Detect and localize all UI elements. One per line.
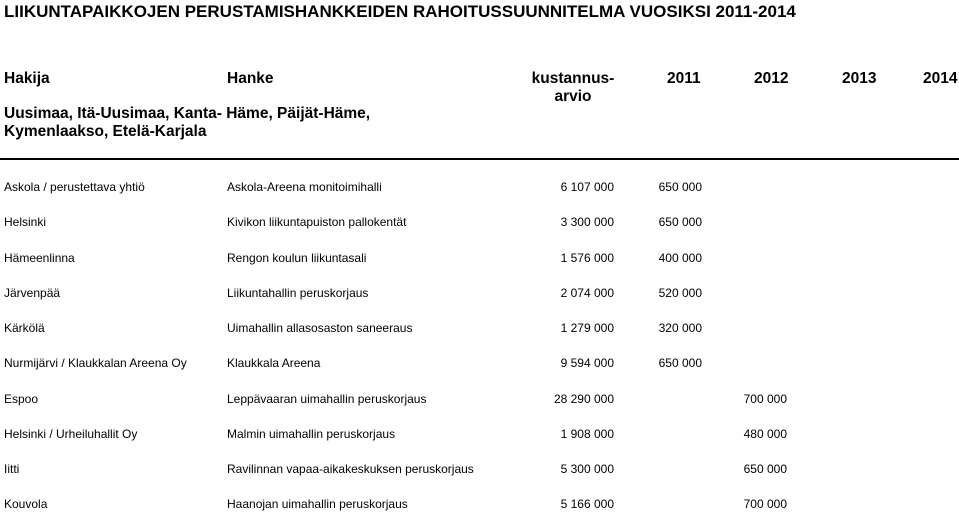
cell-hanke: Rengon koulun liikuntasali bbox=[227, 251, 367, 265]
column-header-hakija: Hakija bbox=[4, 70, 50, 87]
cell-kustannusarvio: 1 908 000 bbox=[560, 427, 614, 441]
cell-kustannusarvio: 9 594 000 bbox=[560, 356, 614, 370]
cell-hanke: Klaukkala Areena bbox=[227, 356, 321, 370]
cell-2011: 650 000 bbox=[658, 180, 702, 194]
cell-hakija: Hämeenlinna bbox=[4, 251, 75, 265]
cell-2011: 400 000 bbox=[658, 251, 702, 265]
cell-hanke: Liikuntahallin peruskorjaus bbox=[227, 286, 369, 300]
cell-hakija: Järvenpää bbox=[4, 286, 61, 300]
column-header-year-2013: 2013 bbox=[842, 70, 877, 87]
cell-2012: 480 000 bbox=[743, 427, 787, 441]
cell-kustannusarvio: 5 166 000 bbox=[560, 497, 614, 511]
cell-hakija: Helsinki / Urheiluhallit Oy bbox=[4, 427, 138, 441]
cell-kustannusarvio: 28 290 000 bbox=[553, 392, 614, 406]
table-row bbox=[0, 354, 959, 372]
column-header-hanke: Hanke bbox=[227, 70, 274, 87]
column-header-year-2014: 2014 bbox=[923, 70, 958, 87]
cell-hanke: Askola-Areena monitoimihalli bbox=[227, 180, 382, 194]
table-row bbox=[0, 495, 959, 513]
cell-2011: 650 000 bbox=[658, 356, 702, 370]
column-header-year-2011: 2011 bbox=[667, 70, 701, 87]
cell-hanke: Malmin uimahallin peruskorjaus bbox=[227, 427, 396, 441]
cell-hanke: Ravilinnan vapaa-aikakeskuksen peruskorjaus bbox=[227, 462, 474, 476]
cell-kustannusarvio: 6 107 000 bbox=[560, 180, 614, 194]
cell-hakija: Iitti bbox=[4, 462, 20, 476]
table-row bbox=[0, 178, 959, 196]
cell-2011: 320 000 bbox=[658, 321, 702, 335]
header-divider bbox=[0, 158, 959, 160]
column-header-year-2012: 2012 bbox=[754, 70, 789, 87]
cell-hakija: Nurmijärvi / Klaukkalan Areena Oy bbox=[4, 356, 187, 370]
cell-hakija: Kouvola bbox=[4, 497, 48, 511]
document-title: LIIKUNTAPAIKKOJEN PERUSTAMISHANKKEIDEN RAHOITUSSUUNNITELMA VUOSIKSI 2011-2014 bbox=[4, 2, 796, 21]
table-row bbox=[0, 249, 959, 267]
column-header-kustannusarvio: kustannus- arvio bbox=[531, 70, 615, 105]
cell-2012: 650 000 bbox=[743, 462, 787, 476]
cell-2011: 650 000 bbox=[658, 215, 702, 229]
table-row bbox=[0, 319, 959, 337]
cell-hakija: Espoo bbox=[4, 392, 39, 406]
table-row bbox=[0, 460, 959, 478]
cell-kustannusarvio: 3 300 000 bbox=[560, 215, 614, 229]
cell-hanke: Uimahallin allasosaston saneeraus bbox=[227, 321, 413, 335]
table-row bbox=[0, 390, 959, 408]
region-heading: Uusimaa, Itä-Uusimaa, Kanta- Häme, Päijät-Häme, Kymenlaakso, Etelä-Karjala bbox=[4, 105, 371, 140]
table-row bbox=[0, 213, 959, 231]
table-row bbox=[0, 284, 959, 302]
cell-kustannusarvio: 1 576 000 bbox=[560, 251, 614, 265]
cell-2012: 700 000 bbox=[743, 392, 787, 406]
cell-kustannusarvio: 1 279 000 bbox=[560, 321, 614, 335]
cell-2012: 700 000 bbox=[743, 497, 787, 511]
cell-kustannusarvio: 5 300 000 bbox=[560, 462, 614, 476]
cell-hanke: Haanojan uimahallin peruskorjaus bbox=[227, 497, 408, 511]
cell-kustannusarvio: 2 074 000 bbox=[560, 286, 614, 300]
cell-hanke: Kivikon liikuntapuiston pallokentät bbox=[227, 215, 407, 229]
cell-hanke: Leppävaaran uimahallin peruskorjaus bbox=[227, 392, 427, 406]
table-row bbox=[0, 425, 959, 443]
cell-hakija: Kärkölä bbox=[4, 321, 45, 335]
cell-hakija: Askola / perustettava yhtiö bbox=[4, 180, 145, 194]
cell-2011: 520 000 bbox=[658, 286, 702, 300]
cell-hakija: Helsinki bbox=[4, 215, 47, 229]
